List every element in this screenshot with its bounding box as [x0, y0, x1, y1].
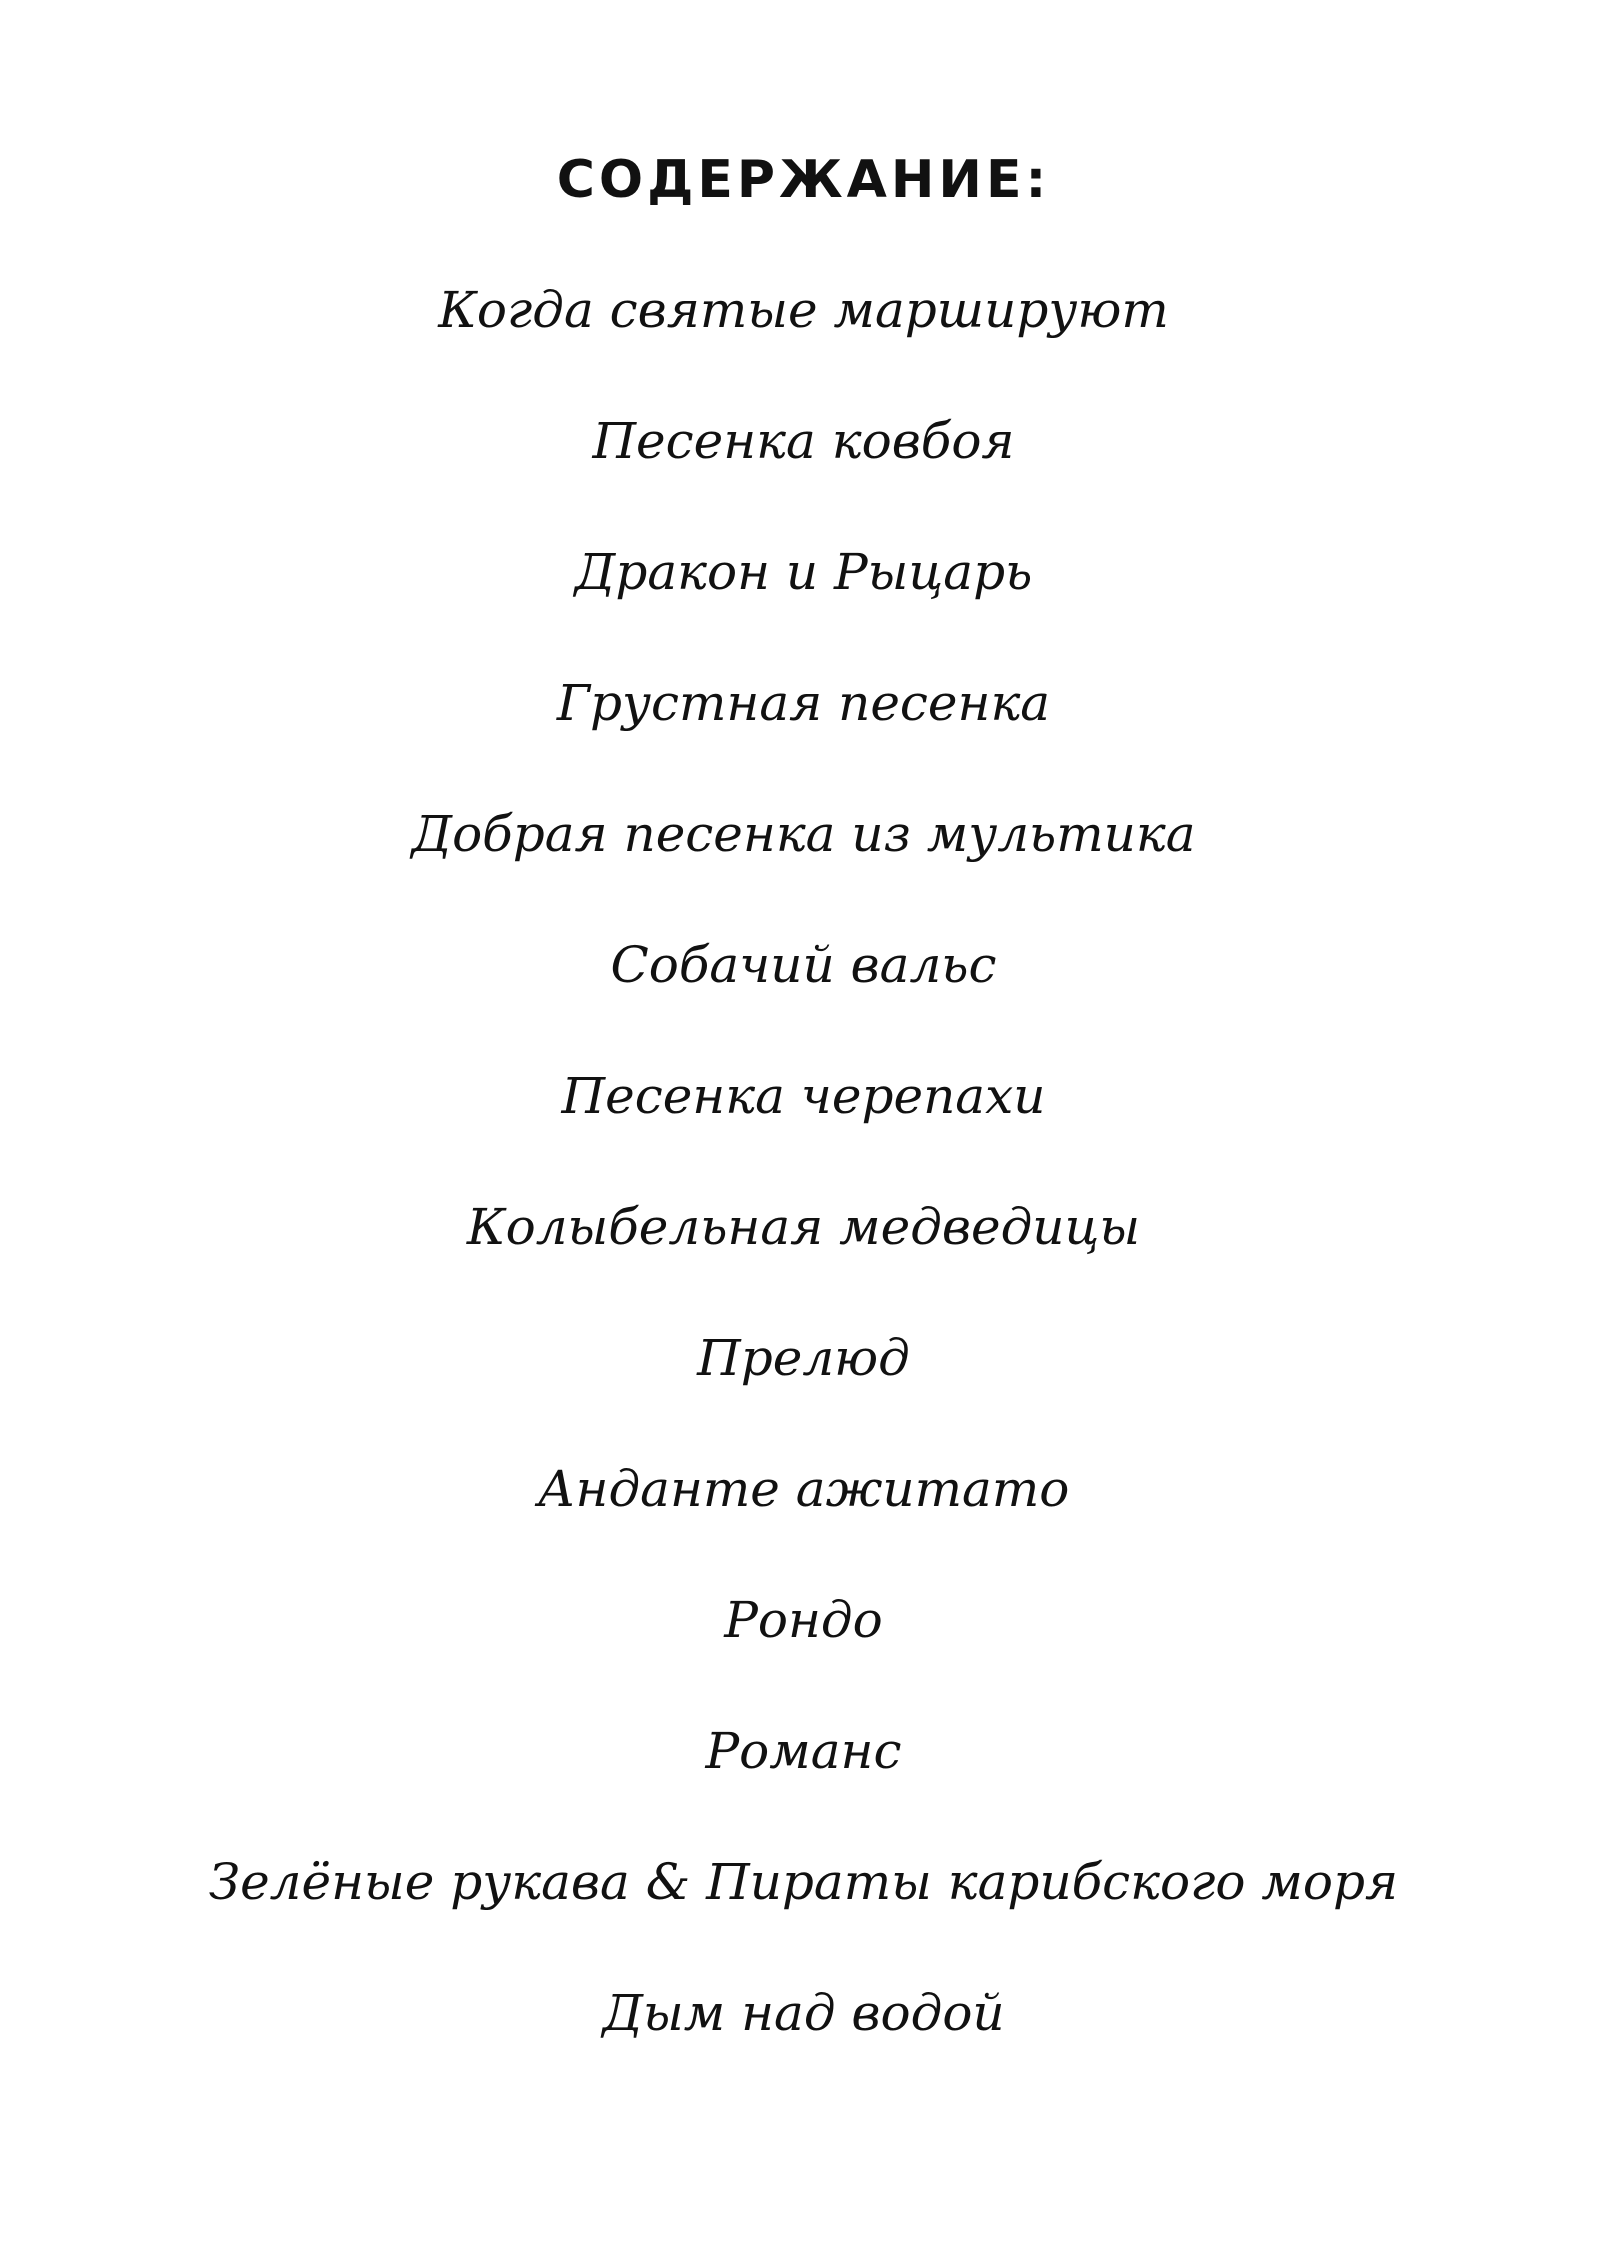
toc-item: Дракон и Рыцарь: [574, 543, 1033, 601]
toc-item: Рондо: [724, 1591, 883, 1649]
toc-item: Грустная песенка: [556, 674, 1051, 732]
toc-title: СОДЕРЖАНИЕ:: [556, 150, 1051, 210]
toc-item: Когда святые маршируют: [438, 281, 1169, 339]
toc-item: Анданте ажитато: [537, 1460, 1070, 1518]
toc-item: Песенка черепахи: [561, 1067, 1046, 1125]
toc-item: Добрая песенка из мультика: [411, 805, 1196, 863]
toc-item: Дым над водой: [602, 1984, 1005, 2042]
toc-item: Романс: [705, 1722, 902, 1780]
toc-item: Зелёные рукава & Пираты карибского моря: [208, 1853, 1399, 1911]
toc-item: Собачий вальс: [610, 936, 997, 994]
toc-list: [0, 260, 1607, 2094]
toc-item: Колыбельная медведицы: [466, 1198, 1141, 1256]
toc-item: Песенка ковбоя: [592, 412, 1015, 470]
toc-item: Прелюд: [697, 1329, 910, 1387]
